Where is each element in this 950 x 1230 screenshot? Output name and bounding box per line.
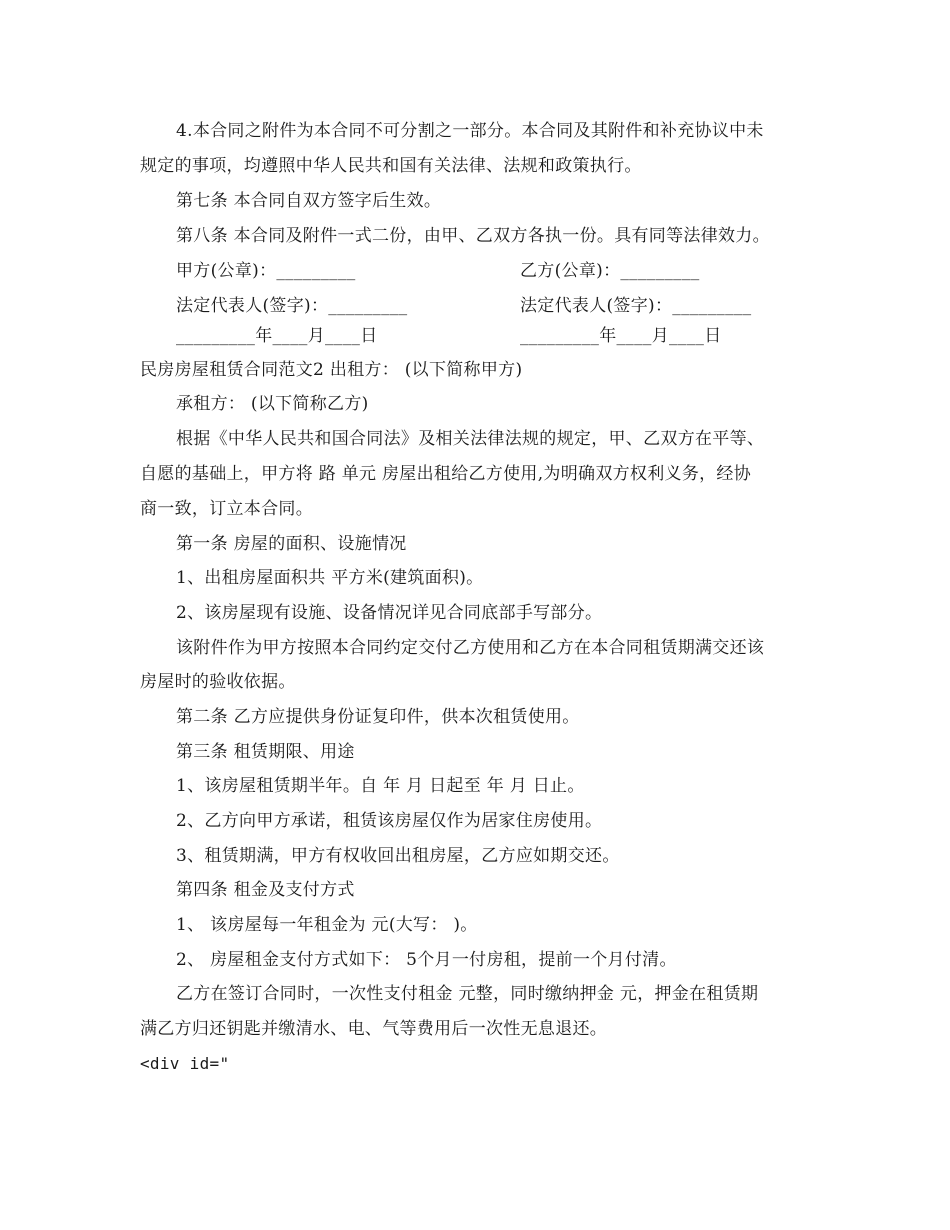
article-2: 第二条 乙方应提供身份证复印件，供本次租赁使用。 [176,707,580,727]
paragraph-line: 1、该房屋租赁期半年。自 年 月 日起至 年 月 日止。 [176,776,585,796]
party-b-representative: 法定代表人(签字)：_________ [520,296,752,316]
paragraph-line: 乙方在签订合同时，一次性支付租金 元整，同时缴纳押金 元，押金在租赁期 [176,984,759,1004]
paragraph-line: 满乙方归还钥匙并缴清水、电、气等费用后一次性无息退还。 [140,1019,608,1039]
party-a-representative: 法定代表人(签字)：_________ [176,296,408,316]
party-a-seal: 甲方(公章)：_________ [176,261,356,281]
article-8: 第八条 本合同及附件一式二份，由甲、乙双方各执一份。具有同等法律效力。 [176,226,770,246]
paragraph-line: 1、出租房屋面积共 平方米(建筑面积)。 [176,568,484,588]
article-4: 第四条 租金及支付方式 [176,880,355,900]
paragraph-line: 2、乙方向甲方承诺，租赁该房屋仅作为居家住房使用。 [176,811,603,831]
paragraph-line: 2、 房屋租金支付方式如下： 5个月一付房租，提前一个月付清。 [176,950,677,970]
paragraph-line: 商一致，订立本合同。 [140,499,313,519]
paragraph-line: 2、该房屋现有设施、设备情况详见合同底部手写部分。 [176,603,603,623]
paragraph-line: 根据《中华人民共和国合同法》及相关法律法规的规定，甲、乙双方在平等、 [176,429,765,449]
paragraph-line: 自愿的基础上，甲方将 路 单元 房屋出租给乙方使用,为明确双方权利义务，经协 [140,464,752,484]
article-7: 第七条 本合同自双方签字后生效。 [176,191,442,211]
paragraph-line: 3、租赁期满，甲方有权收回出租房屋，乙方应如期交还。 [176,846,620,866]
paragraph-line: 承租方： (以下简称乙方) [176,394,369,414]
stray-html-fragment: <div id=" [140,1054,230,1073]
party-a-date: _________年____月____日 [176,326,378,346]
paragraph-line: 1、 该房屋每一年租金为 元(大写： )。 [176,915,478,935]
paragraph-line: 房屋时的验收依据。 [140,672,296,692]
paragraph-line: 4.本合同之附件为本合同不可分割之一部分。本合同及其附件和补充协议中未 [176,121,764,141]
article-3: 第三条 租赁期限、用途 [176,742,355,762]
paragraph-line: 规定的事项，均遵照中华人民共和国有关法律、法规和政策执行。 [140,156,642,176]
article-1: 第一条 房屋的面积、设施情况 [176,534,407,554]
paragraph-line: 该附件作为甲方按照本合同约定交付乙方使用和乙方在本合同租赁期满交还该 [176,638,765,658]
party-b-seal: 乙方(公章)：_________ [520,261,700,281]
section-title: 民房房屋租赁合同范文2 出租方： (以下简称甲方) [140,360,523,380]
party-b-date: _________年____月____日 [520,326,722,346]
